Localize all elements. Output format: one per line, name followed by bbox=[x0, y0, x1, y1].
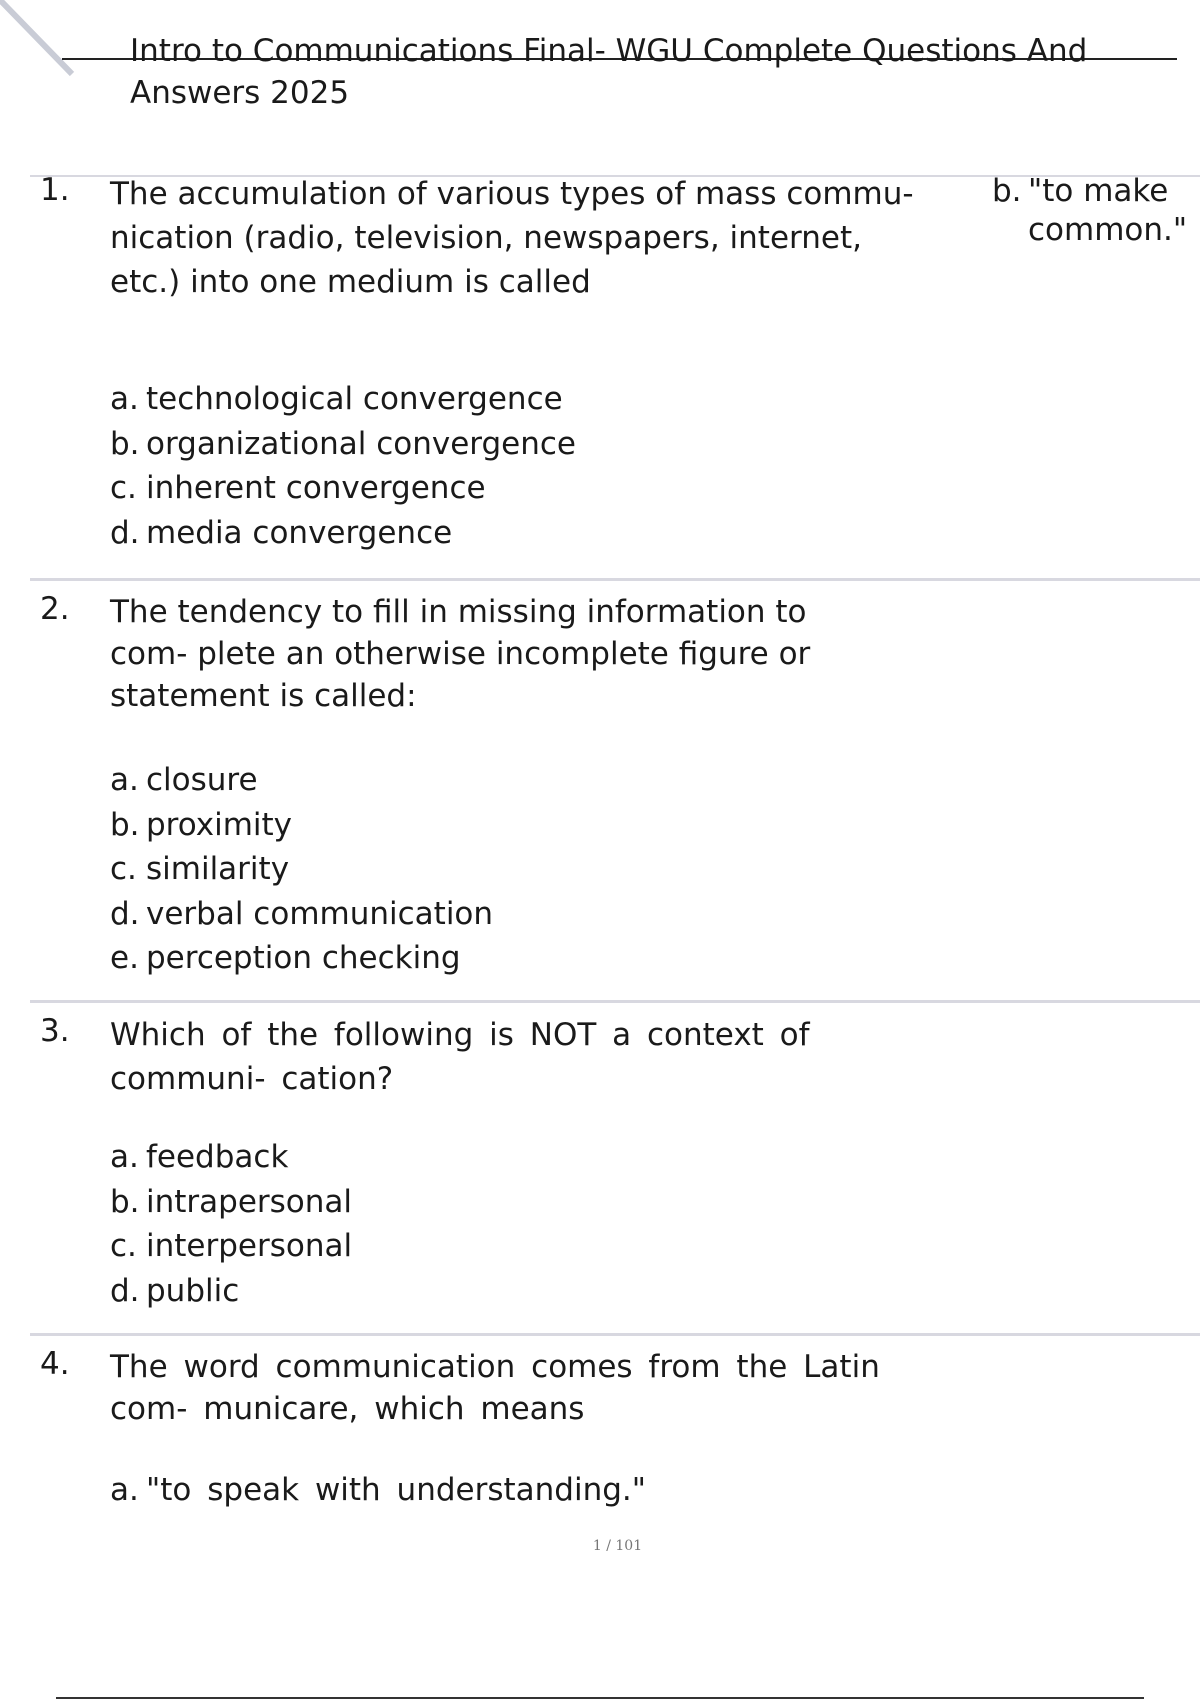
option-text: public bbox=[146, 1272, 240, 1309]
option-letter: a. bbox=[110, 381, 139, 417]
option-letter: e. bbox=[110, 940, 139, 976]
answer-1 bbox=[992, 172, 1200, 250]
options-list bbox=[110, 758, 940, 981]
option-c bbox=[110, 1224, 940, 1269]
option-text: technological convergence bbox=[146, 381, 563, 417]
option-letter: c. bbox=[110, 851, 137, 887]
option-a bbox=[110, 1468, 940, 1513]
options-list bbox=[110, 1135, 940, 1313]
option-text: intrapersonal bbox=[146, 1183, 353, 1220]
option-text: organizational convergence bbox=[146, 425, 577, 462]
options-list bbox=[110, 377, 940, 555]
option-text: interpersonal bbox=[146, 1228, 353, 1264]
option-letter: a. bbox=[110, 762, 139, 798]
option-a bbox=[110, 1135, 940, 1180]
option-letter: a. bbox=[110, 1472, 139, 1508]
option-letter: c. bbox=[110, 1228, 137, 1264]
question-text: The word communication comes from the Latin com- municare, which means bbox=[110, 1349, 880, 1427]
option-text: perception checking bbox=[146, 940, 461, 976]
question-number: 3. bbox=[40, 1013, 70, 1049]
option-a bbox=[110, 377, 940, 422]
option-e bbox=[110, 936, 940, 981]
option-d bbox=[110, 892, 940, 937]
question-number: 4. bbox=[40, 1346, 70, 1382]
option-letter: d. bbox=[110, 514, 140, 551]
options-list bbox=[110, 1468, 940, 1513]
option-text: similarity bbox=[146, 851, 290, 887]
option-c bbox=[110, 847, 940, 892]
option-text: media convergence bbox=[146, 514, 453, 551]
option-text: inherent convergence bbox=[146, 470, 486, 506]
option-letter: d. bbox=[110, 895, 140, 932]
question-text: The accumulation of various types of mass commu- nication (radio, television, newspapers, internet, etc.) into one medium is called bbox=[110, 176, 914, 300]
option-text: closure bbox=[146, 762, 258, 798]
question-number: 2. bbox=[40, 591, 70, 627]
question-text: Which of the following is NOT a context of communi- cation? bbox=[110, 1017, 810, 1097]
option-b bbox=[110, 1180, 940, 1225]
option-d bbox=[110, 511, 940, 556]
question-1 bbox=[30, 172, 1200, 582]
footer-rule bbox=[56, 1697, 1144, 1699]
question-text: The tendency to fill in missing information to com- plete an otherwise incomplete figure or statement is called: bbox=[110, 594, 811, 714]
option-letter: d. bbox=[110, 1272, 140, 1309]
option-text: proximity bbox=[146, 806, 293, 843]
option-letter: b. bbox=[110, 425, 140, 462]
option-c bbox=[110, 466, 940, 511]
option-letter: b. bbox=[110, 806, 140, 843]
answer-text: "to make common." bbox=[1028, 173, 1188, 248]
option-d bbox=[110, 1269, 940, 1314]
option-letter: b. bbox=[110, 1183, 140, 1220]
option-letter: a. bbox=[110, 1139, 139, 1175]
answer-letter: b. bbox=[992, 173, 1022, 209]
question-number: 1. bbox=[40, 172, 70, 208]
page-number: 1 / 101 bbox=[592, 1538, 643, 1554]
question-3 bbox=[30, 1000, 1200, 1336]
option-a bbox=[110, 758, 940, 803]
question-2 bbox=[30, 578, 1200, 1001]
option-letter: c. bbox=[110, 470, 137, 506]
document-title: Intro to Communications Final- WGU Complete Questions And Answers 2025 bbox=[130, 33, 1088, 111]
option-b bbox=[110, 803, 940, 848]
option-text: "to speak with understanding." bbox=[146, 1472, 647, 1508]
option-text: verbal communication bbox=[146, 895, 494, 932]
corner-fold-decoration bbox=[0, 0, 80, 80]
option-text: feedback bbox=[146, 1139, 289, 1175]
question-4 bbox=[30, 1333, 1200, 1516]
option-b bbox=[110, 422, 940, 467]
